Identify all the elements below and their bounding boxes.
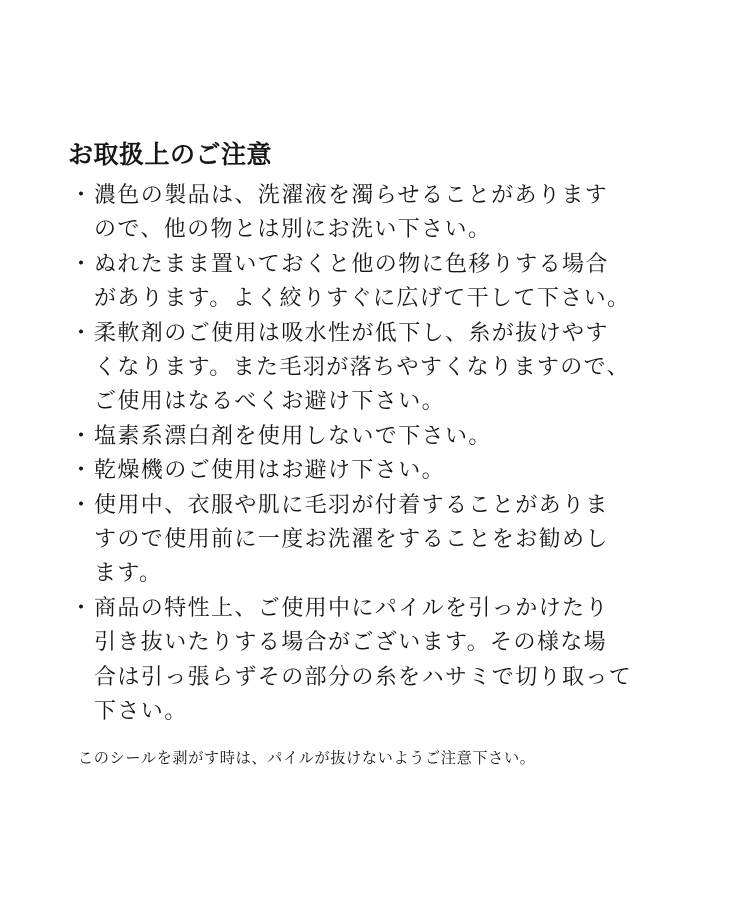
care-item-dryer: [68, 454, 688, 488]
care-item-text: [94, 179, 608, 248]
care-item-text: [94, 454, 445, 488]
text-line: 柔軟剤のご使用は吸水性が低下し、糸が抜けやす: [94, 320, 609, 346]
care-item-bleach: [68, 420, 688, 454]
text-line: があります。よく絞りすぐに広げて干して下さい。: [94, 286, 631, 312]
sticker-removal-note: このシールを剥がす時は、パイルが抜けないようご注意下さい。: [78, 749, 536, 767]
care-item-text: [94, 592, 632, 730]
text-line: ご使用はなるべくお避け下さい。: [94, 389, 446, 415]
text-line: すので使用前に一度お洗濯をすることをお勧めし: [94, 527, 609, 553]
bullet-mark: ・: [69, 251, 92, 277]
care-instructions-list: [68, 179, 688, 730]
care-item-text: [94, 248, 630, 317]
care-item-pile-snag: [68, 592, 688, 730]
text-line: 使用中、衣服や肌に毛羽が付着することがありま: [94, 492, 609, 518]
care-item-text: [94, 420, 492, 454]
text-line: 濃色の製品は、洗濯液を濁らせることがあります: [94, 183, 609, 208]
text-line: 塩素系漂白剤を使用しないで下さい。: [94, 423, 492, 449]
bullet-mark: ・: [69, 183, 92, 208]
care-item-lint: [68, 489, 688, 592]
text-line: ぬれたまま置いておくと他の物に色移りする場合: [94, 251, 609, 277]
care-heading: お取扱上のご注意: [68, 140, 273, 169]
care-item-softener: [68, 317, 688, 420]
care-item-color-transfer: [68, 248, 688, 317]
text-line: 合は引っ張らずその部分の糸をハサミで切り取って: [94, 664, 633, 690]
text-line: 商品の特性上、ご使用中にパイルを引っかけたり: [94, 595, 609, 621]
bullet-mark: ・: [69, 423, 92, 449]
bullet-mark: ・: [69, 492, 92, 518]
text-line: 乾燥機のご使用はお避け下さい。: [94, 458, 446, 484]
care-item-text: [94, 317, 630, 420]
text-line: ます。: [94, 561, 163, 587]
text-line: ので、他の物とは別にお洗い下さい。: [94, 217, 492, 243]
bullet-mark: ・: [69, 458, 92, 484]
care-item-dark-colors: [68, 179, 688, 248]
bullet-mark: ・: [69, 595, 92, 621]
care-label: [68, 138, 688, 730]
text-line: くなります。また毛羽が落ちやすくなりますので、: [94, 355, 631, 381]
care-item-text: [94, 489, 609, 592]
bullet-mark: ・: [69, 320, 92, 346]
text-line: 下さい。: [94, 699, 188, 725]
text-line: 引き抜いたりする場合がございます。その様な場: [94, 630, 608, 656]
